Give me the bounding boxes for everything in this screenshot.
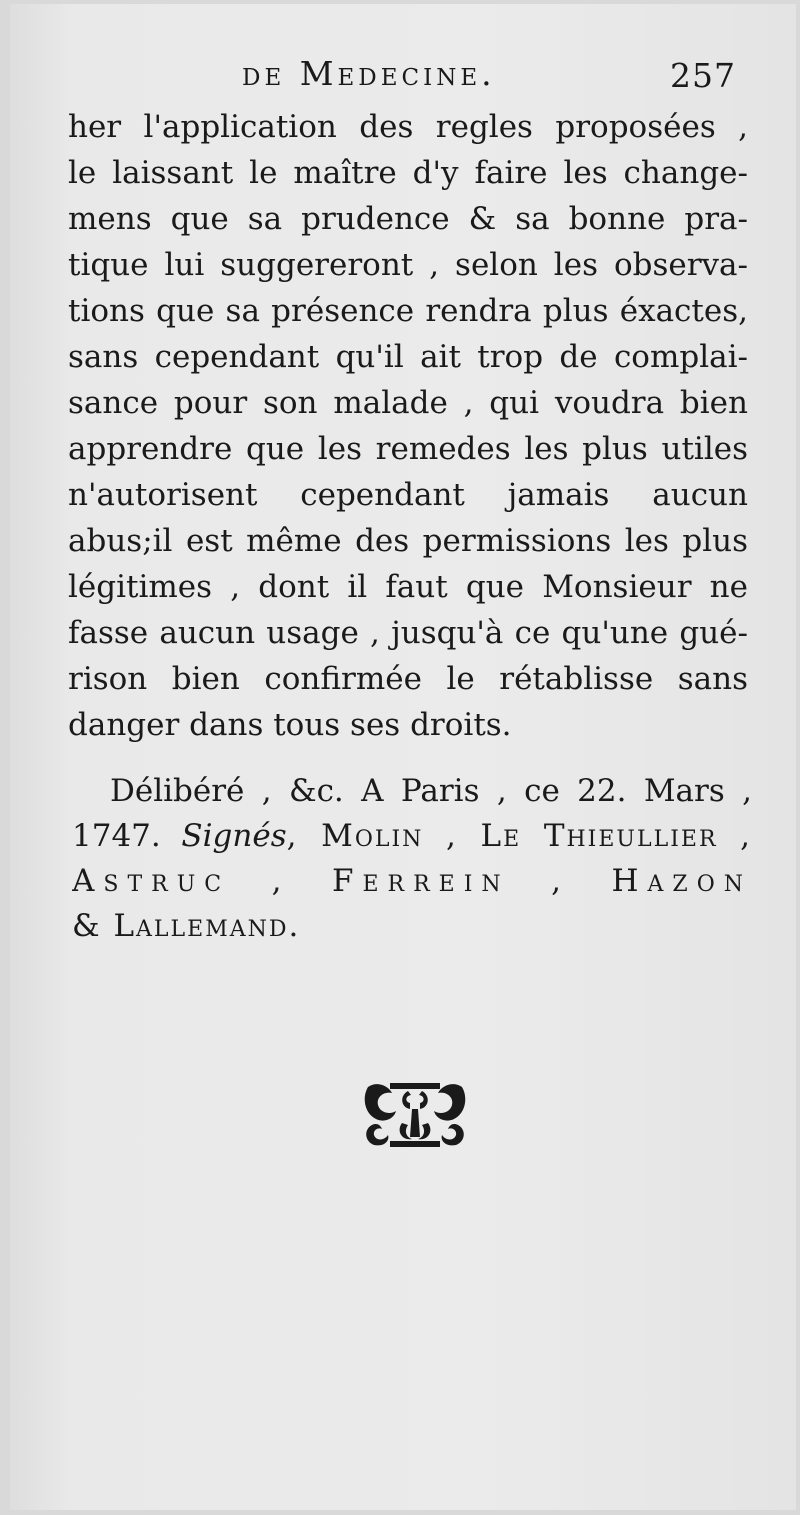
- text-line: sans cependant qu'il ait trop de complai-: [68, 339, 748, 375]
- text-line: fasse aucun usage , jusqu'à ce qu'une gué-: [68, 615, 748, 651]
- text-line: mens que sa prudence & sa bonne pra-: [68, 201, 748, 237]
- text-line: rison bien confirmée le rétablisse sans: [68, 661, 748, 697]
- signatories-text: , Molin , Le Thieullier ,: [286, 818, 752, 854]
- text-line: danger dans tous ses droits.: [68, 707, 512, 743]
- signatories-line: Astruc , Ferrein , Hazon: [72, 863, 752, 899]
- book-page: [10, 4, 796, 1510]
- deliberation-line: Délibéré , &c. A Paris , ce 22. Mars ,: [110, 773, 752, 809]
- text-line: abus;il est même des permissions les plus: [68, 523, 748, 559]
- running-head-title: de Medecine.: [242, 54, 496, 93]
- signatories-line: & Lallemand.: [72, 908, 301, 944]
- signatories-line: [72, 814, 752, 859]
- text-line: sance pour son malade , qui voudra bien: [68, 385, 748, 421]
- text-line: apprendre que les remedes les plus utiles: [68, 431, 748, 467]
- date-year: 1747.: [72, 818, 161, 854]
- text-line: légitimes , dont il faut que Monsieur ne: [68, 569, 748, 605]
- running-head: [10, 54, 796, 104]
- text-line: tique lui suggereront , selon les observa-: [68, 247, 748, 283]
- signes-label: Signés: [181, 818, 287, 854]
- text-line: n'autorisent cependant jamais aucun: [68, 477, 748, 513]
- text-line: le laissant le maître d'y faire les change-: [68, 155, 748, 191]
- page-number: 257: [670, 56, 736, 95]
- body-paragraph: [68, 104, 748, 748]
- text-line: tions que sa présence rendra plus éxactes,: [68, 293, 748, 329]
- printers-ornament-icon: [360, 1079, 470, 1149]
- text-line: her l'application des regles proposées ,: [68, 109, 748, 145]
- closing-signatures: [72, 769, 752, 949]
